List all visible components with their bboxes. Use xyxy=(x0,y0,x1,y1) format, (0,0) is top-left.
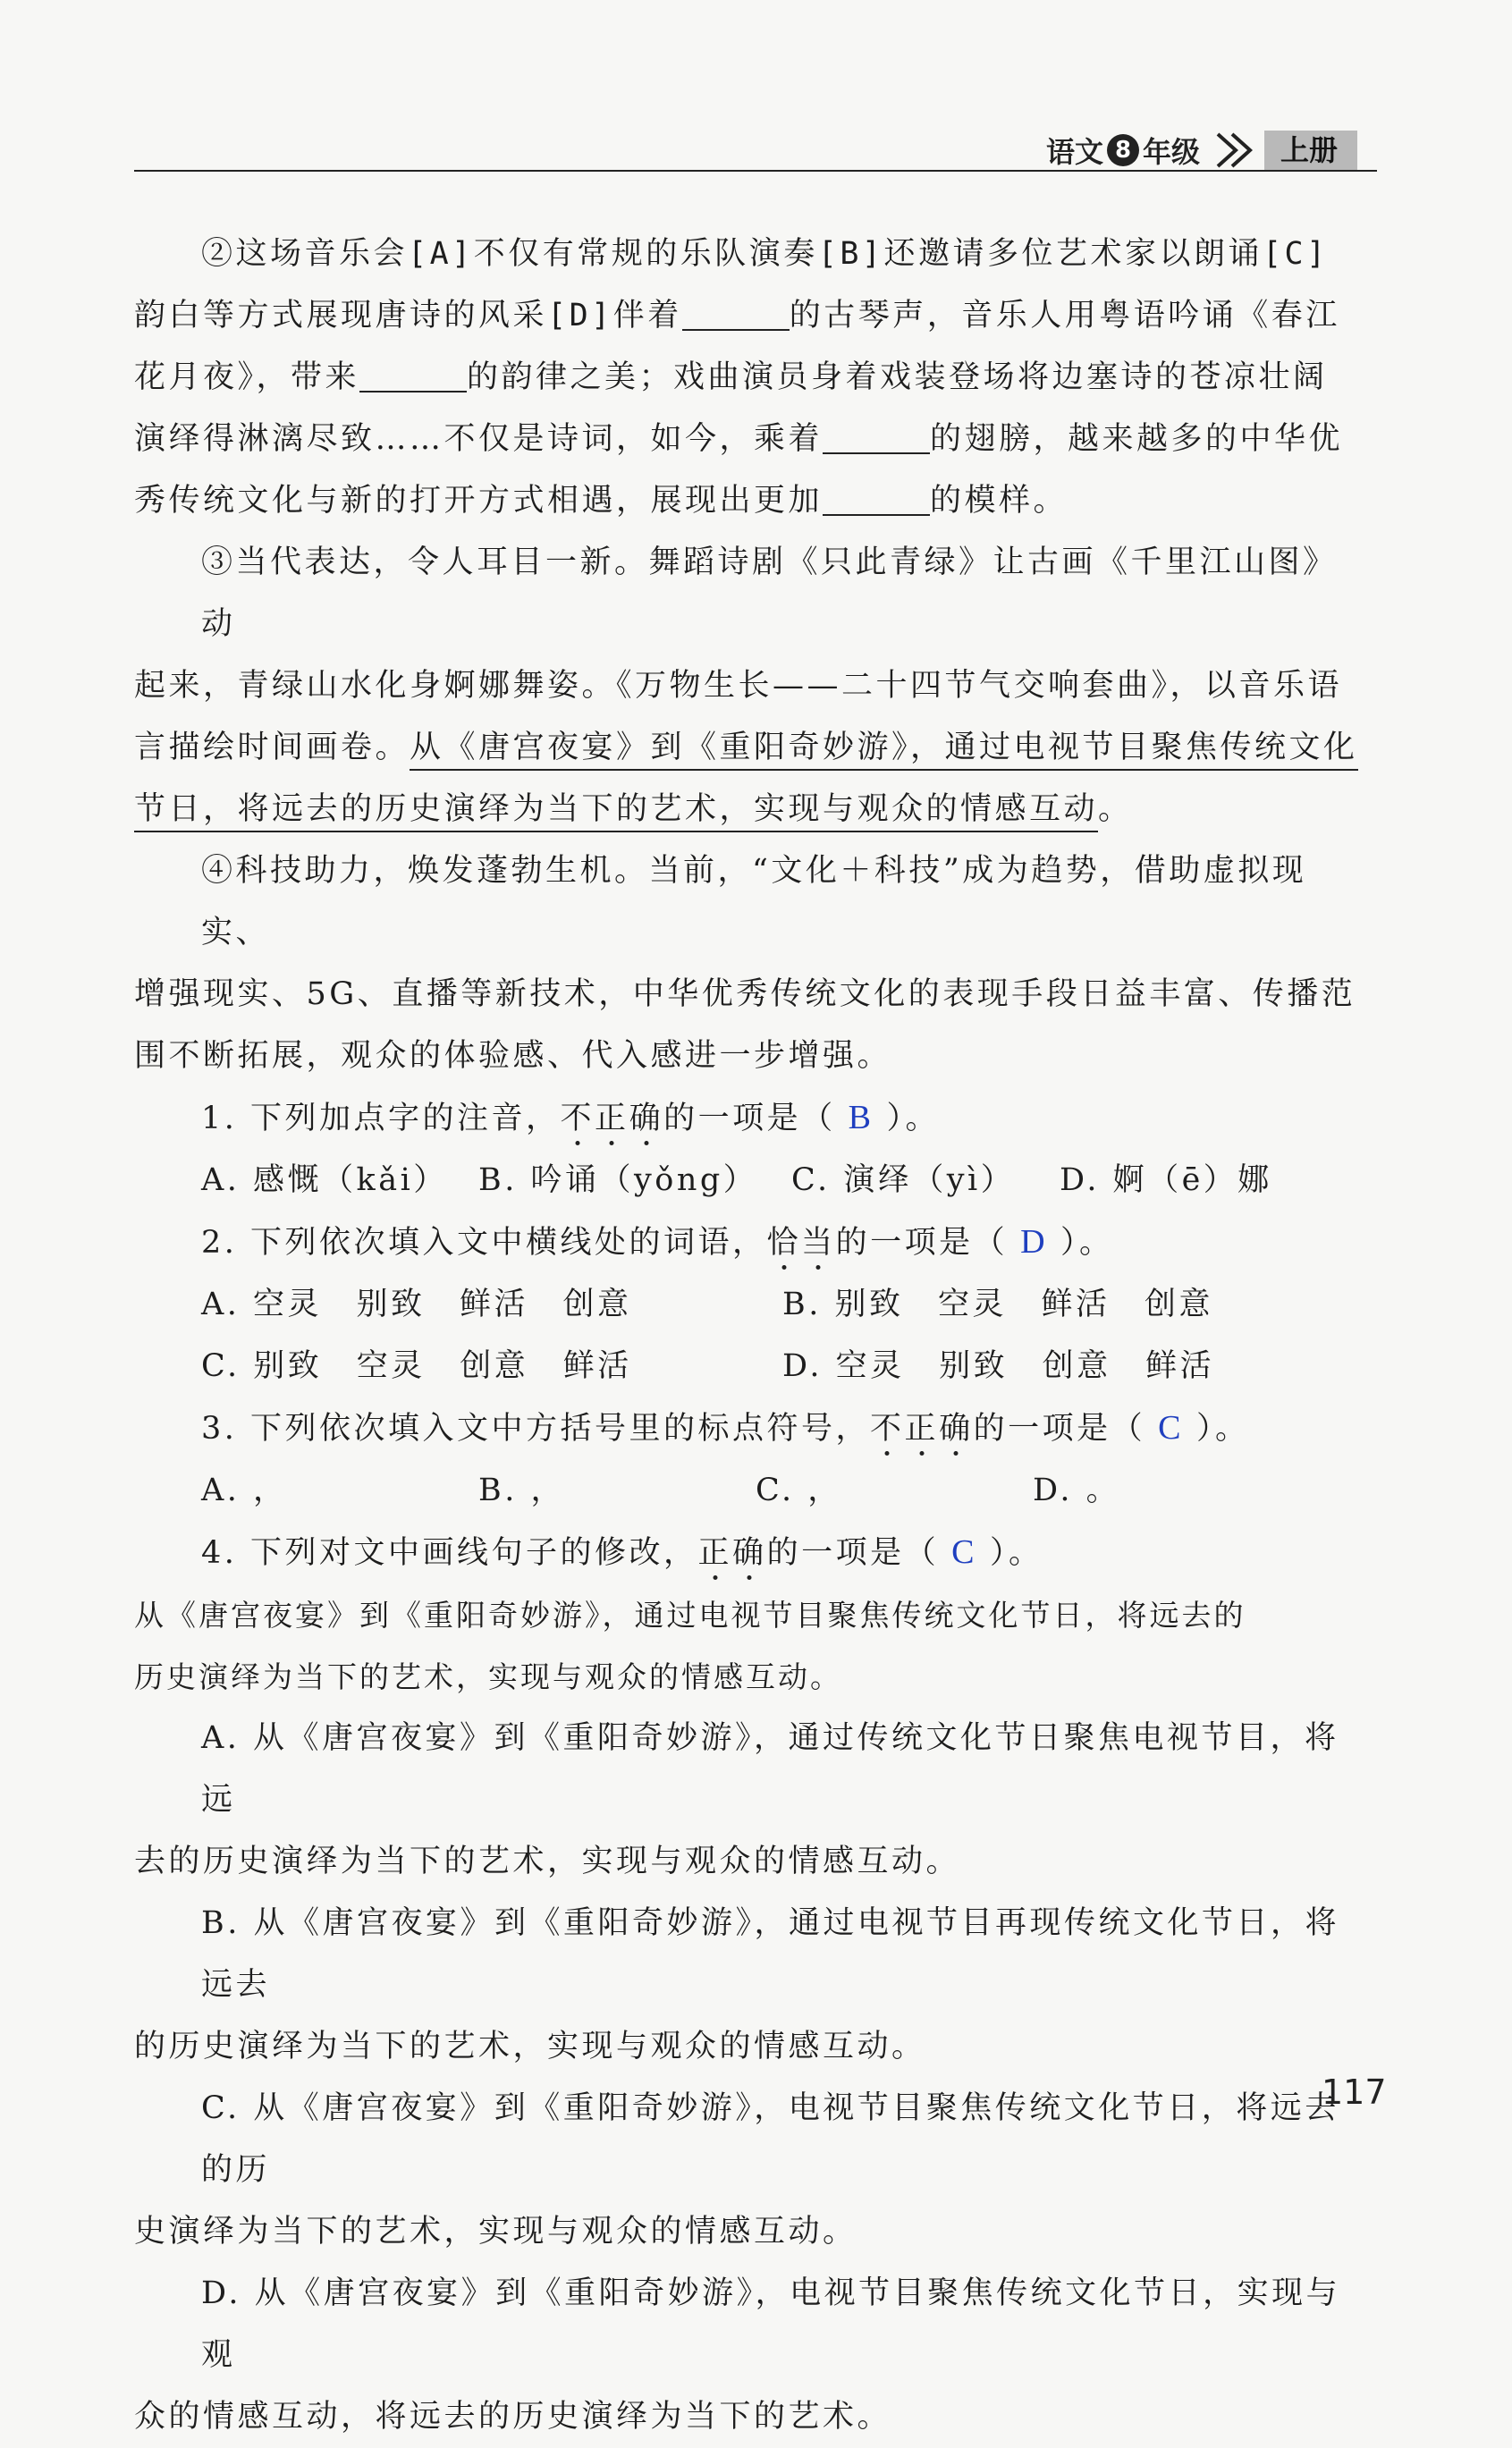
dotted-char: 正 xyxy=(697,1535,733,1571)
text: 4. 下列对文中画线句子的修改， xyxy=(201,1535,698,1571)
question-3-options xyxy=(134,1460,1359,1522)
p4-line-3: 围不断拓展，观众的体验感、代入感进一步增强。 xyxy=(134,1038,892,1074)
text: 伴着 xyxy=(612,298,682,333)
fill-blank[interactable] xyxy=(359,357,467,393)
header-subject: 语文 xyxy=(1046,135,1104,169)
p2-line-2 xyxy=(134,285,1359,347)
question-4-option-d-line-1[interactable]: D. 从《唐宫夜宴》到《重阳奇妙游》，电视节目聚焦传统文化节日，实现与观 xyxy=(201,2275,1341,2373)
text: 演绎得淋漓尽致……不仅是诗词，如今，乘着 xyxy=(134,421,824,457)
header-grade-badge: 8 xyxy=(1107,134,1139,166)
dotted-word xyxy=(561,1101,664,1136)
dotted-char: 恰 xyxy=(766,1225,802,1261)
text: ②这场音乐会 xyxy=(201,236,409,272)
text: 还邀请多位艺术家以朗诵 xyxy=(883,236,1263,272)
text: 的模样。 xyxy=(930,483,1069,519)
text: 的韵律之美；戏曲演员身着戏装登场将边塞诗的苍凉壮阔 xyxy=(467,359,1328,395)
p2-line-5 xyxy=(134,470,1359,532)
text: 花月夜》，带来 xyxy=(134,359,360,395)
question-4-stem xyxy=(134,1522,1359,1584)
dotted-char: 不 xyxy=(560,1101,596,1136)
option-a[interactable]: A. 感慨（kǎi） xyxy=(201,1162,448,1198)
p2-line-4 xyxy=(134,409,1359,470)
question-4-option-c-line-1[interactable]: C. 从《唐宫夜宴》到《重阳奇妙游》，电视节目聚焦传统文化节日，将远去的历 xyxy=(201,2090,1339,2188)
fill-blank[interactable] xyxy=(823,418,930,454)
question-2-options-row-1 xyxy=(134,1274,1359,1336)
question-2-options-row-2 xyxy=(134,1336,1359,1397)
question-4-option-a-line-2[interactable]: 去的历史演绎为当下的艺术，实现与观众的情感互动。 xyxy=(134,1844,961,1879)
text: ）。 xyxy=(1195,1411,1250,1447)
question-3-stem xyxy=(134,1397,1359,1460)
text: 。 xyxy=(1098,791,1133,827)
p3-line-1: ③当代表达，令人耳目一新。舞蹈诗剧《只此青绿》让古画《千里江山图》动 xyxy=(201,544,1338,642)
text: 言描绘时间画卷。 xyxy=(134,730,410,765)
dotted-char: 确 xyxy=(939,1411,974,1447)
header-divider xyxy=(134,170,1377,172)
answer-mark: C xyxy=(951,1533,977,1571)
bracket-d: [D] xyxy=(547,298,613,333)
underlined-sentence: 节日，将远去的历史演绎为当下的艺术，实现与观众的情感互动 xyxy=(134,791,1098,832)
text: ）。 xyxy=(886,1101,940,1136)
text: 1. 下列加点字的注音， xyxy=(201,1101,561,1136)
option-b[interactable]: B. ， xyxy=(478,1473,565,1508)
dotted-char: 确 xyxy=(629,1101,664,1136)
option-b[interactable]: B. 吟诵（yǒng） xyxy=(478,1162,758,1198)
question-4-option-d-line-2[interactable]: 众的情感互动，将远去的历史演绎为当下的艺术。 xyxy=(134,2399,892,2435)
option-c[interactable]: C. ， xyxy=(756,1473,842,1508)
bracket-a: [A] xyxy=(408,236,474,272)
question-4-quote-line-2: 历史演绎为当下的艺术，实现与观众的情感互动。 xyxy=(134,1659,842,1694)
text: 的翅膀，越来越多的中华优 xyxy=(930,421,1344,457)
text: 的一项是（ xyxy=(663,1101,836,1136)
p4-line-2: 增强现实、5G、直播等新技术，中华优秀传统文化的表现手段日益丰富、传播范 xyxy=(134,976,1356,1012)
underlined-sentence: 从《唐宫夜宴》到《重阳奇妙游》，通过电视节目聚焦传统文化 xyxy=(410,730,1358,771)
text: 的一项是（ xyxy=(835,1225,1009,1261)
p2-line-1 xyxy=(134,224,1359,285)
dotted-word xyxy=(870,1411,974,1447)
p2-line-3 xyxy=(134,347,1359,409)
option-d[interactable]: D. 婀（ē）娜 xyxy=(1060,1162,1272,1198)
text: 2. 下列依次填入文中横线处的词语， xyxy=(201,1225,767,1261)
answer-mark: D xyxy=(1020,1223,1049,1261)
dotted-char: 确 xyxy=(732,1535,767,1571)
p3-line-2: 起来，青绿山水化身婀娜舞姿。《万物生长——二十四节气交响套曲》，以音乐语 xyxy=(134,668,1343,704)
bracket-b: [B] xyxy=(817,236,884,272)
text: ）。 xyxy=(989,1535,1043,1571)
option-a[interactable]: A. 空灵 别致 鲜活 创意 xyxy=(201,1287,632,1322)
question-4-quote-line-1: 从《唐宫夜宴》到《重阳奇妙游》，通过电视节目聚焦传统文化节日，将远去的 xyxy=(134,1598,1246,1633)
fill-blank[interactable] xyxy=(682,295,790,331)
question-1-stem xyxy=(134,1087,1359,1150)
answer-mark: B xyxy=(848,1099,874,1136)
answer-mark: C xyxy=(1158,1409,1184,1447)
header-grade-label: 年级 xyxy=(1143,135,1201,169)
option-d[interactable]: D. 。 xyxy=(1033,1473,1121,1508)
question-1-options xyxy=(134,1150,1359,1211)
question-4-option-a-line-1[interactable]: A. 从《唐宫夜宴》到《重阳奇妙游》，通过传统文化节日聚焦电视节目，将远 xyxy=(201,1720,1339,1818)
dotted-char: 正 xyxy=(904,1411,940,1447)
dotted-char: 不 xyxy=(870,1411,905,1447)
dotted-word xyxy=(698,1535,767,1571)
text: 韵白等方式展现唐诗的风采 xyxy=(134,298,548,333)
option-c[interactable]: C. 别致 空灵 创意 鲜活 xyxy=(201,1348,632,1384)
text: ）。 xyxy=(1060,1225,1114,1261)
page-number: 117 xyxy=(1322,2072,1387,2112)
question-4-option-c-line-2[interactable]: 史演绎为当下的艺术，实现与观众的情感互动。 xyxy=(134,2214,857,2250)
question-4-option-b-line-1[interactable]: B. 从《唐宫夜宴》到《重阳奇妙游》，通过电视节目再现传统文化节日，将远去 xyxy=(201,1905,1339,2003)
p3-line-4 xyxy=(134,779,1359,840)
option-b[interactable]: B. 别致 空灵 鲜活 创意 xyxy=(782,1287,1213,1322)
bracket-c: [C] xyxy=(1262,236,1329,272)
option-c[interactable]: C. 演绎（yì） xyxy=(791,1162,1016,1198)
text: 的一项是（ xyxy=(973,1411,1146,1447)
fill-blank[interactable] xyxy=(823,480,930,516)
header-volume-tab: 上册 xyxy=(1264,131,1357,170)
text: 秀传统文化与新的打开方式相遇，展现出更加 xyxy=(134,483,824,519)
text: 3. 下列依次填入文中方括号里的标点符号， xyxy=(201,1411,871,1447)
option-d[interactable]: D. 空灵 别致 创意 鲜活 xyxy=(782,1348,1215,1384)
p3-line-3 xyxy=(134,717,1359,779)
question-4-option-b-line-2[interactable]: 的历史演绎为当下的艺术，实现与观众的情感互动。 xyxy=(134,2029,926,2064)
text: 的古琴声，音乐人用粤语吟诵《春江 xyxy=(789,298,1340,333)
double-chevron-icon xyxy=(1211,131,1259,170)
p4-line-1: ④科技助力，焕发蓬勃生机。当前，“文化＋科技”成为趋势，借助虚拟现实、 xyxy=(201,853,1307,950)
dotted-word xyxy=(767,1225,836,1261)
text: 不仅有常规的乐队演奏 xyxy=(473,236,818,272)
page-header xyxy=(1046,131,1357,170)
page-content xyxy=(134,224,1359,2448)
text: 的一项是（ xyxy=(766,1535,940,1571)
question-2-stem xyxy=(134,1211,1359,1274)
dotted-char: 当 xyxy=(801,1225,836,1261)
option-a[interactable]: A. ， xyxy=(201,1473,288,1508)
dotted-char: 正 xyxy=(595,1101,629,1136)
